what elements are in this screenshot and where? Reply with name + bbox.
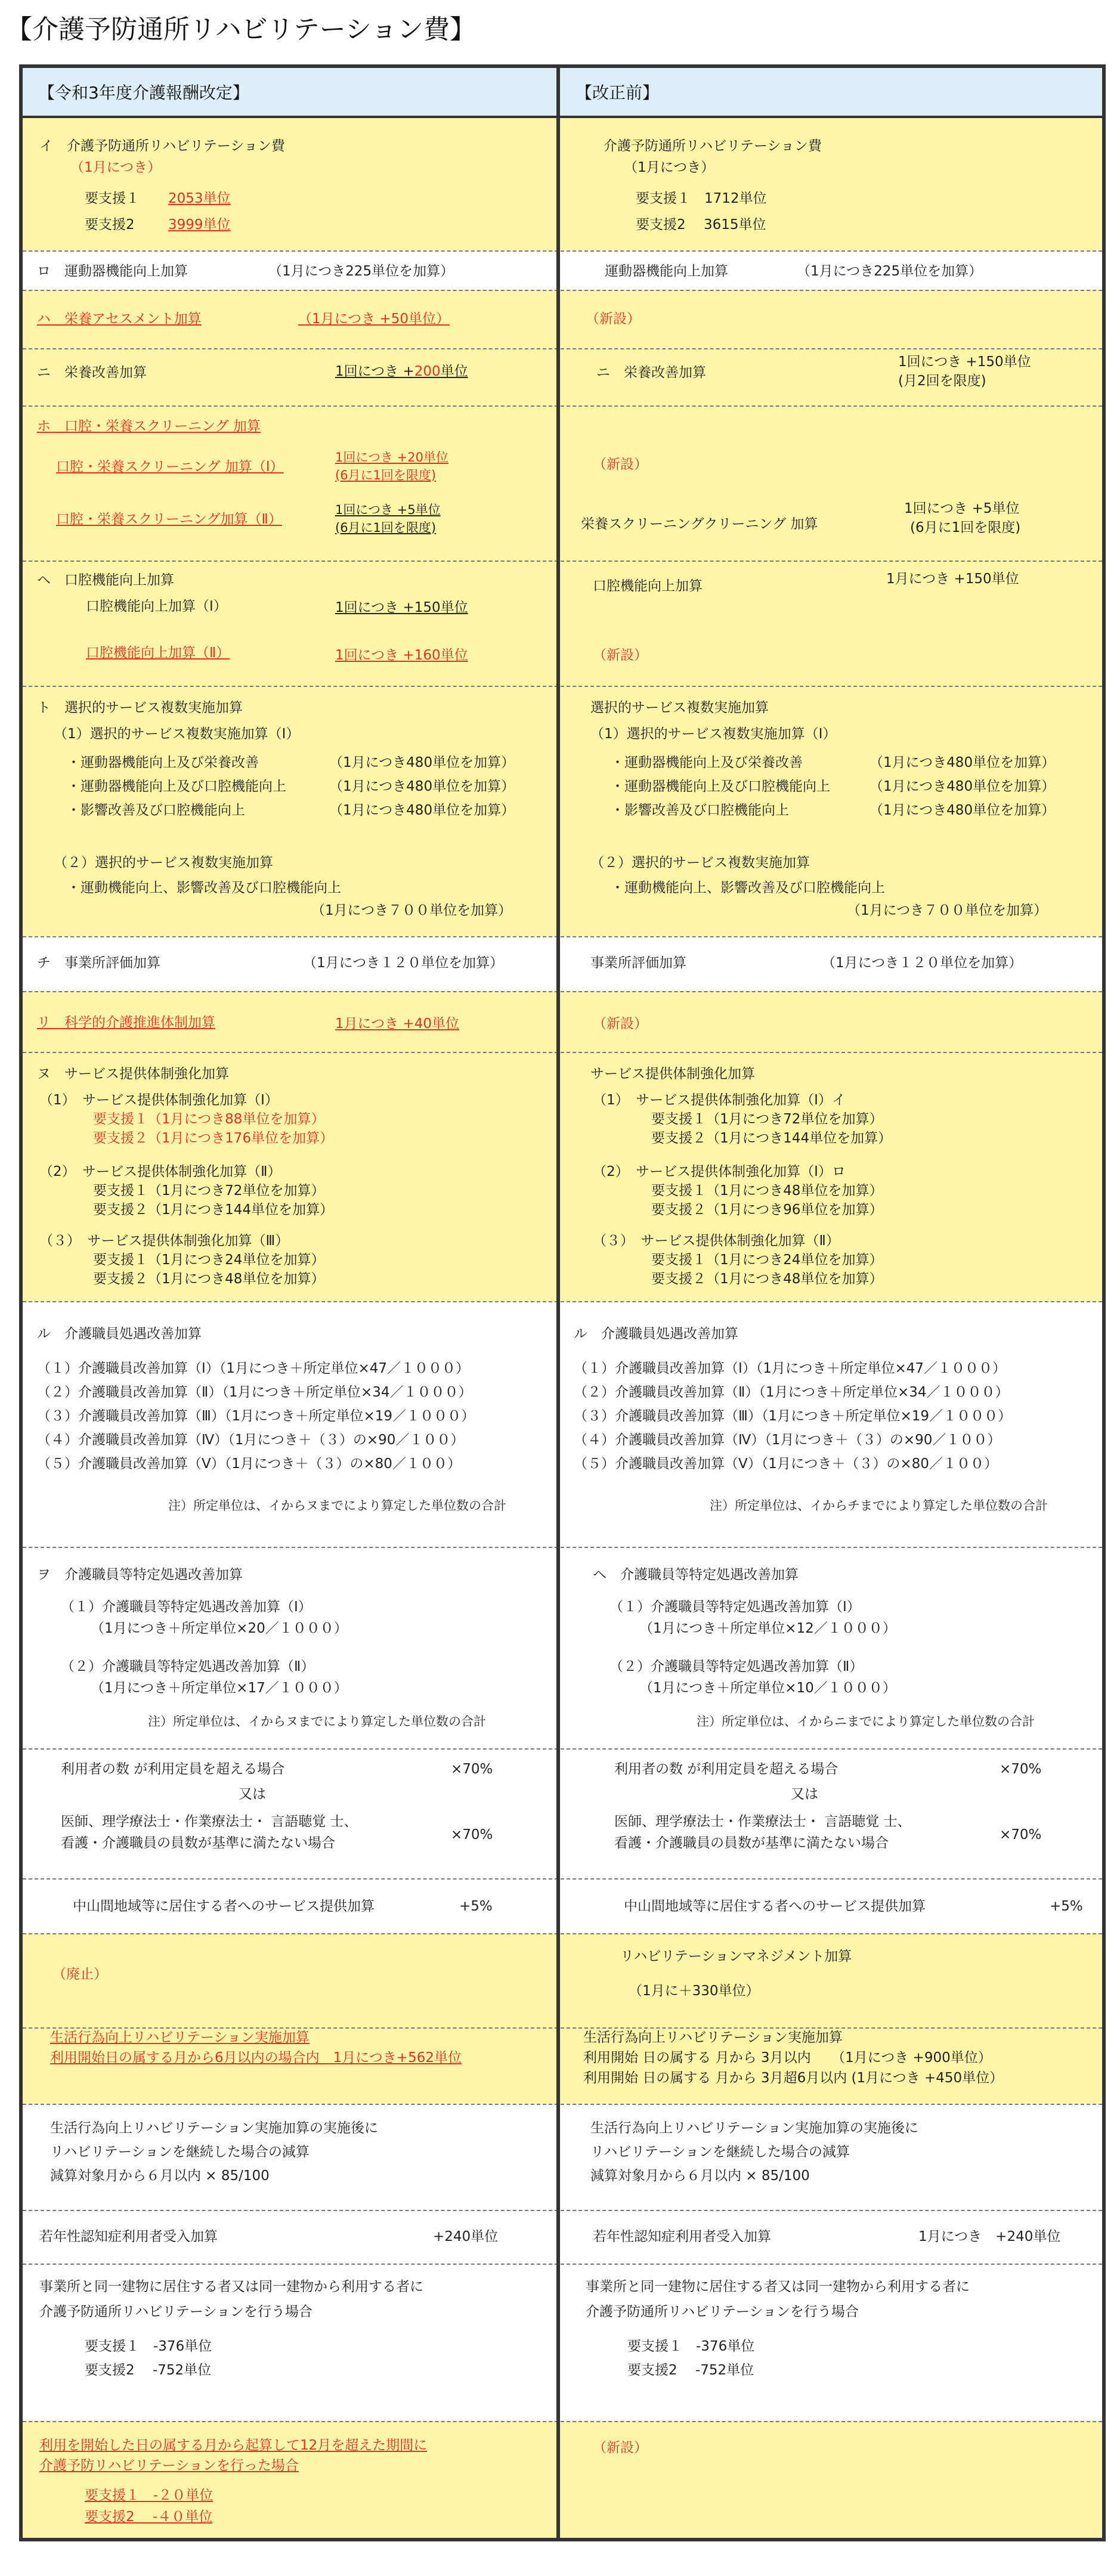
new-screening-head: ホ 口腔・栄養スクリーニング 加算 [37,419,261,434]
old-service-ii-s1: 要支援１（1月につき24単位を加算） [651,1252,883,1268]
new-service-i: （1） サービス提供体制強化加算（Ⅰ） [39,1092,279,1108]
new-motor-name: ロ 運動器機能向上加算 [37,264,188,279]
old-selective-item: ・運動器機能向上及び栄養改善 [611,755,803,770]
old-specific-ii-value: （1月につき＋所定単位×10／１０００） [639,1680,896,1696]
new-nutrition-assessment-value: （1月につき +50単位） [298,311,450,327]
old-s1: 要支援１ 1712単位 [636,191,767,206]
new-life-activity-name: 生活行為向上リハビリテーション実施加算 [50,2030,310,2045]
old-continuation-label: 生活行為向上リハビリテーション実施加算の実施後に [590,2120,918,2136]
new-specific-i-value: （1月につき＋所定単位×20／１０００） [91,1621,348,1636]
new-specific-ii-value: （1月につき＋所定単位×17／１０００） [91,1680,348,1696]
new-long-term-s2: 要支援2 -４０単位 [85,2509,213,2525]
new-specific-i: （１）介護職員等特定処遇改善加算（Ⅰ） [61,1599,312,1615]
new-service-ii-s2: 要支援２（1月につき144単位を加算） [93,1202,334,1218]
new-selective-item: ・影響改善及び口腔機能向上 [67,803,245,818]
new-screening-i: 口腔・栄養スクリーニング 加算（Ⅰ） [56,459,284,475]
new-oral-i-value: 1回につき +150単位 [335,600,468,615]
old-rehab-management-value: （1月に＋330単位） [629,1983,760,1999]
new-service-iii-s2: 要支援２（1月につき48単位を加算） [93,1271,325,1287]
old-treatment-item: （４）介護職員改善加算（Ⅳ）（1月につき＋（３）の×90／１００） [574,1432,1001,1448]
new-base-fee-unit: （1月につき） [70,160,162,175]
new-nutrition-assessment-name: ハ 栄養アセスメント加算 [37,311,202,327]
new-specific-head: ヲ 介護職員等特定処遇改善加算 [37,1567,243,1583]
new-service-ii-s1: 要支援１（1月につき72単位を加算） [93,1183,325,1199]
old-evaluation-name: 事業所評価加算 [590,955,686,971]
old-selective-item-value: （1月につき480単位を加算） [870,755,1056,770]
new-treatment-item: （１）介護職員改善加算（Ⅰ）（1月につき＋所定単位×47／１０００） [37,1361,469,1376]
old-service-i-a: （1） サービス提供体制強化加算（Ⅰ）イ [593,1092,846,1108]
old-motor-value: （1月につき225単位を加算） [797,264,983,279]
old-treatment-head: ル 介護職員処遇改善加算 [574,1326,738,1342]
new-nutrition-improvement-value: 1回につき +200単位 [335,364,468,379]
old-service-head: サービス提供体制強化加算 [590,1066,755,1082]
new-staff-pct: ×70% [451,1827,493,1843]
old-service-i-a-s1: 要支援１（1月につき72単位を加算） [651,1111,883,1127]
new-service-i-s1: 要支援１（1月につき88単位を加算） [93,1111,325,1127]
old-screening-name: 栄養スクリーニングクリーニング 加算 [581,516,818,532]
old-screening-value: 1回につき +5単位 [904,501,1020,516]
old-selective-ii-value: （1月につき７００単位を加算） [847,903,1048,918]
new-screening-ii-value: 1回につき +5単位 [335,503,441,517]
page-title: 【介護予防通所リハビリテーション費】 [6,14,477,45]
old-new-label: （新設） [593,1016,648,1032]
old-continuation-value: 減算対象月から６月以内 × 85/100 [590,2168,810,2184]
old-excess-label: 利用者の数 が利用定員を超える場合 [614,1761,839,1777]
old-staff-label: 医師、理学療法士・作業療法士・ 言語聴覚 士、 [614,1814,911,1829]
new-s2-label: 要支援2 [85,217,135,233]
old-mountain-value: +5% [1050,1899,1083,1914]
new-long-term-label: 介護予防リハビリテーションを行った場合 [39,2458,299,2473]
new-selective-ii-value: （1月につき７００単位を加算） [311,903,512,918]
new-science-value: 1月につき +40単位 [335,1016,460,1032]
old-mountain-label: 中山間地域等に居住する者へのサービス提供加算 [624,1899,926,1914]
old-dementia-name: 若年性認知症利用者受入加算 [593,2229,771,2244]
new-continuation-label: リハビリテーションを継続した場合の減算 [50,2144,310,2160]
column-divider [556,64,560,2541]
old-treatment-item: （５）介護職員改善加算（Ⅴ）（1月につき＋（３）の×80／１００） [574,1456,998,1472]
old-treatment-item: （３）介護職員改善加算（Ⅲ）（1月につき＋所定単位×19／１０００） [574,1408,1012,1424]
new-specific-note: 注）所定単位は、イからヌまでにより算定した単位数の合計 [148,1714,486,1729]
old-or: 又は [791,1787,818,1802]
old-treatment-item: （１）介護職員改善加算（Ⅰ）（1月につき＋所定単位×47／１０００） [574,1361,1006,1376]
new-mountain-label: 中山間地域等に居住する者へのサービス提供加算 [73,1899,375,1914]
old-screening-limit: (6月に1回を限度) [910,520,1021,535]
new-selective-head: ト 選択的サービス複数実施加算 [37,700,243,716]
old-same-building-label: 事業所と同一建物に居住する者又は同一建物から利用する者に [586,2279,970,2295]
old-s2: 要支援2 3615単位 [636,217,766,233]
old-selective-i: （1）選択的サービス複数実施加算（Ⅰ） [590,726,837,742]
new-treatment-item: （３）介護職員改善加算（Ⅲ）（1月につき＋所定単位×19／１０００） [37,1408,475,1424]
new-oral-ii-value: 1回につき +160単位 [335,648,468,663]
new-service-iii-s1: 要支援１（1月につき24単位を加算） [93,1252,325,1268]
old-specific-head: ヘ 介護職員等特定処遇改善加算 [593,1567,799,1583]
new-treatment-item: （５）介護職員改善加算（Ⅴ）（1月につき＋（３）の×80／１００） [37,1456,461,1472]
old-new-label: （新設） [593,457,648,472]
new-s1-label: 要支援１ [85,191,140,206]
column-header-old: 【改正前】 [560,68,1102,118]
old-treatment-note: 注）所定単位は、イからチまでにより算定した単位数の合計 [710,1498,1048,1513]
new-same-building-s2: 要支援2 -752単位 [85,2363,212,2378]
new-continuation-label: 生活行為向上リハビリテーション実施加算の実施後に [50,2120,378,2136]
new-same-building-s1: 要支援１ -376単位 [85,2339,212,2354]
old-service-i-b-s2: 要支援２（1月につき96単位を加算） [651,1202,883,1218]
new-excess-pct: ×70% [451,1761,493,1777]
new-service-iii: （３） サービス提供体制強化加算（Ⅲ） [39,1233,289,1249]
old-same-building-s2: 要支援2 -752単位 [627,2363,754,2378]
old-nutrition-improvement-name: ニ 栄養改善加算 [596,365,706,380]
new-oral-ii: 口腔機能向上加算（Ⅱ） [86,645,230,661]
new-service-head: ヌ サービス提供体制強化加算 [37,1066,229,1082]
old-staff-label: 看護・介護職員の員数が基準に満たない場合 [614,1835,889,1851]
new-s1-value: 2053単位 [168,191,231,206]
old-specific-note: 注）所定単位は、イからニまでにより算定した単位数の合計 [697,1714,1035,1729]
old-excess-pct: ×70% [1000,1761,1042,1777]
new-screening-ii-limit: (6月に1回を限度) [335,521,437,535]
old-service-ii-s2: 要支援２（1月につき48単位を加算） [651,1271,883,1287]
old-nutrition-improvement-value: 1回につき +150単位 [898,354,1031,370]
new-dementia-name: 若年性認知症利用者受入加算 [39,2229,218,2244]
new-s2-value: 3999単位 [168,217,231,233]
new-selective-ii-item: ・運動機能向上、影響改善及び口腔機能向上 [67,880,341,896]
old-life-activity-value: 利用開始 日の属する 月から 3月超6月以内 (1月につき +450単位） [583,2070,1004,2086]
old-base-fee-unit: （1月につき） [624,160,715,175]
new-service-i-s2: 要支援２（1月につき176単位を加算） [93,1131,334,1146]
new-selective-item: ・運動器機能向上及び口腔機能向上 [67,779,286,794]
old-motor-name: 運動器機能向上加算 [605,264,728,279]
old-selective-ii-item: ・運動機能向上、影響改善及び口腔機能向上 [611,880,885,896]
new-treatment-item: （２）介護職員改善加算（Ⅱ）（1月につき＋所定単位×34／１０００） [37,1385,472,1400]
new-treatment-note: 注）所定単位は、イからヌまでにより算定した単位数の合計 [168,1498,506,1513]
old-new-label: （新設） [593,2440,648,2456]
old-rehab-management: リハビリテーションマネジメント加算 [620,1949,852,1964]
old-evaluation-value: （1月につき１２０単位を加算） [822,955,1023,971]
old-selective-item-value: （1月につき480単位を加算） [870,803,1056,818]
old-same-building-label: 介護予防通所リハビリテーションを行う場合 [586,2304,859,2320]
old-same-building-s1: 要支援１ -376単位 [627,2339,755,2354]
old-selective-item: ・影響改善及び口腔機能向上 [611,803,789,818]
new-same-building-label: 介護予防通所リハビリテーションを行う場合 [39,2304,313,2320]
old-service-i-b: （2） サービス提供体制強化加算（Ⅰ）ロ [593,1164,846,1179]
new-motor-value: （1月につき225単位を加算） [268,264,454,279]
new-selective-i: （1）選択的サービス複数実施加算（Ⅰ） [54,726,300,742]
old-new-label: （新設） [586,311,641,327]
new-long-term-label: 利用を開始した日の属する月から起算して12月を超えた期間に [39,2438,428,2453]
new-mountain-value: +5% [459,1899,493,1914]
old-life-activity-name: 生活行為向上リハビリテーション実施加算 [583,2030,843,2045]
old-nutrition-improvement-limit: (月2回を限度) [898,373,986,389]
new-treatment-head: ル 介護職員処遇改善加算 [37,1326,202,1342]
old-oral-name: 口腔機能向上加算 [593,578,703,594]
old-selective-item-value: （1月につき480単位を加算） [870,779,1056,794]
new-long-term-s1: 要支援１ -２０単位 [85,2488,214,2503]
new-abolished-label: （廃止） [52,1967,107,1982]
new-evaluation-value: （1月につき１２０単位を加算） [303,955,504,971]
new-service-ii: （2） サービス提供体制強化加算（Ⅱ） [39,1164,281,1179]
old-life-activity-value: 利用開始 日の属する 月から 3月以内 （1月につき +900単位） [583,2050,992,2066]
old-continuation-label: リハビリテーションを継続した場合の減算 [590,2144,850,2160]
new-selective-item: ・運動器機能向上及び栄養改善 [67,755,259,770]
new-staff-label: 看護・介護職員の員数が基準に満たない場合 [61,1835,335,1851]
new-oral-head: ヘ 口腔機能向上加算 [37,572,174,588]
new-science-name: リ 科学的介護推進体制加算 [37,1015,215,1030]
new-treatment-item: （４）介護職員改善加算（Ⅳ）（1月につき＋（３）の×90／１００） [37,1432,465,1448]
old-service-i-a-s2: 要支援２（1月につき144単位を加算） [651,1131,892,1146]
new-selective-item-value: （1月につき480単位を加算） [329,803,515,818]
new-nutrition-improvement-name: ニ 栄養改善加算 [37,365,147,380]
new-selective-item-value: （1月につき480単位を加算） [329,755,515,770]
new-dementia-value: +240単位 [433,2229,499,2244]
new-continuation-value: 減算対象月から６月以内 × 85/100 [50,2168,270,2184]
old-specific-ii: （２）介護職員等特定処遇改善加算（Ⅱ） [609,1659,864,1674]
new-evaluation-name: チ 事業所評価加算 [37,955,160,971]
old-specific-i: （１）介護職員等特定処遇改善加算（Ⅰ） [609,1599,861,1615]
new-staff-label: 医師、理学療法士・作業療法士・ 言語聴覚 士、 [61,1814,358,1829]
old-oral-value: 1月につき +150単位 [886,571,1019,587]
old-selective-item: ・運動器機能向上及び口腔機能向上 [611,779,830,794]
new-selective-ii: （２）選択的サービス複数実施加算 [54,855,273,871]
new-excess-label: 利用者の数 が利用定員を超える場合 [61,1761,285,1777]
old-service-i-b-s1: 要支援１（1月につき48単位を加算） [651,1183,883,1199]
new-same-building-label: 事業所と同一建物に居住する者又は同一建物から利用する者に [39,2279,423,2295]
old-treatment-item: （２）介護職員改善加算（Ⅱ）（1月につき＋所定単位×34／１０００） [574,1385,1009,1400]
old-dementia-value: 1月につき +240単位 [918,2229,1061,2244]
old-specific-i-value: （1月につき＋所定単位×12／１０００） [639,1621,896,1636]
new-screening-i-value: 1回につき +20単位 [335,450,448,465]
old-selective-head: 選択的サービス複数実施加算 [590,700,769,716]
column-header-new: 【令和3年度介護報酬改定】 [23,68,556,118]
new-specific-ii: （２）介護職員等特定処遇改善加算（Ⅱ） [61,1659,315,1674]
new-screening-ii: 口腔・栄養スクリーニング加算（Ⅱ） [56,512,282,527]
new-selective-item-value: （1月につき480単位を加算） [329,779,515,794]
old-new-label: （新設） [593,648,648,663]
new-oral-i: 口腔機能向上加算（Ⅰ） [86,599,227,614]
new-screening-i-limit: (6月に1回を限度) [335,468,437,482]
old-base-fee-name: 介護予防通所リハビリテーション費 [604,138,822,154]
new-life-activity-value: 利用開始日の属する月から6月以内の場合内 1月につき+562単位 [50,2050,462,2066]
old-selective-ii: （２）選択的サービス複数実施加算 [590,855,810,871]
old-service-ii: （３） サービス提供体制強化加算（Ⅱ） [593,1233,840,1249]
old-staff-pct: ×70% [1000,1827,1042,1843]
new-or: 又は [239,1787,266,1802]
new-base-fee-name: イ 介護予防通所リハビリテーション費 [39,138,285,154]
